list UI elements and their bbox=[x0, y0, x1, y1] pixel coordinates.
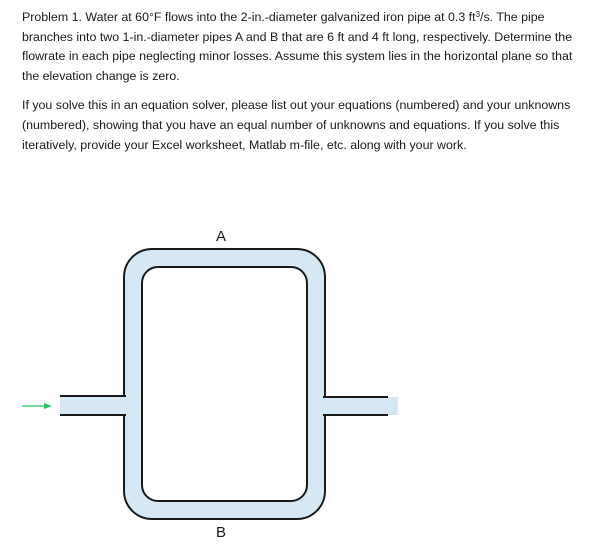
pipe-label-b: B bbox=[216, 524, 227, 541]
flow-exponent: 3 bbox=[475, 10, 481, 19]
outlet-join bbox=[323, 398, 327, 414]
problem-label: Problem 1. bbox=[22, 10, 82, 24]
pipe-label-a: A bbox=[216, 228, 227, 245]
instructions-paragraph: If you solve this in an equation solver, please list out your equations (numbered) and your unknowns (numbered), showing that you have an equal number of unknowns and equations. If you solve this iteratively, provide your Excel worksheet, Matlab m-file, etc. along with your work. bbox=[22, 98, 571, 152]
pipe-loop-inner bbox=[142, 267, 307, 501]
outlet-pipe bbox=[323, 397, 398, 415]
inlet-join bbox=[122, 397, 126, 414]
problem-text-rest: /s. The pipe branches into two 1-in.-diameter pipes A and B that are 6 ft and 4 ft long, respectively. Determine the flowrate in each pipe neglecting minor losses. Assume this system lies in the horizontal plane so that the elevation change is zero. bbox=[22, 10, 573, 83]
problem-text-start: Water at 60°F flows into the 2-in.-diameter galvanized iron pipe at 0.3 ft bbox=[85, 10, 476, 24]
inlet-pipe bbox=[60, 396, 126, 415]
inflow-arrow-head bbox=[44, 403, 52, 409]
